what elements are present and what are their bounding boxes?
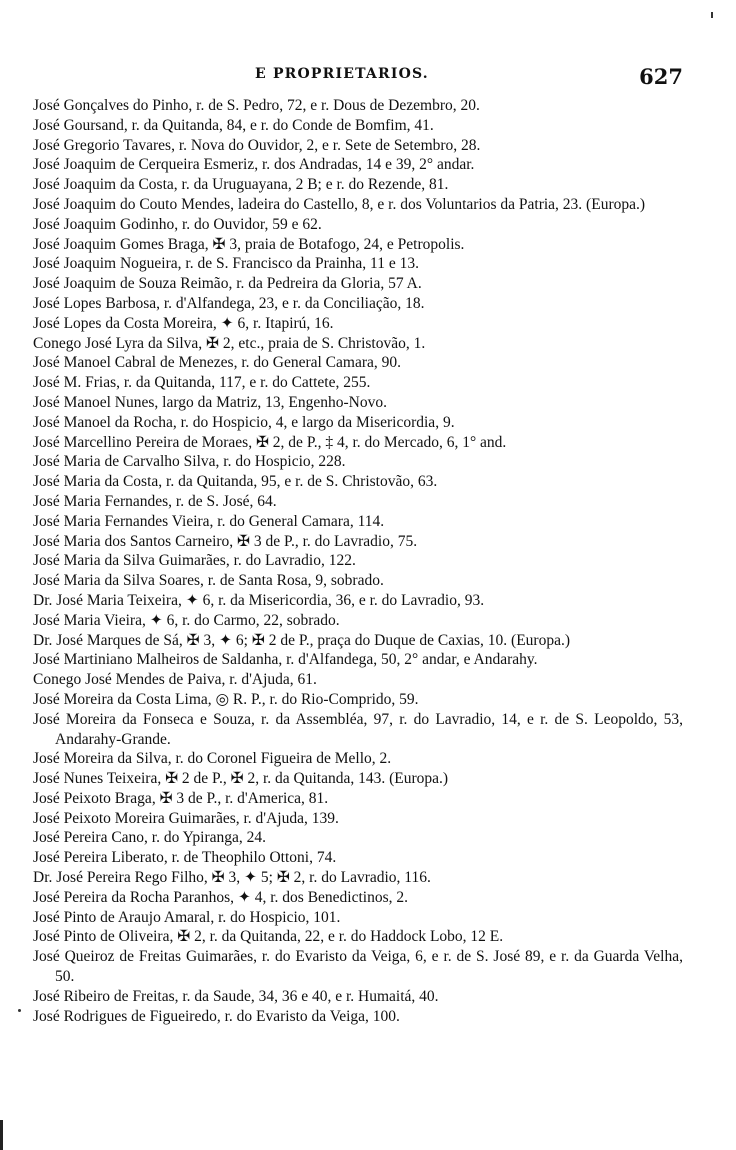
directory-entry: Dr. José Pereira Rego Filho, ✠ 3, ✦ 5; ✠ 2, r. do Lavradio, 116. xyxy=(33,869,431,887)
directory-entry: José Maria dos Santos Carneiro, ✠ 3 de P., r. do Lavradio, 75. xyxy=(33,532,418,550)
directory-entry: José Ribeiro de Freitas, r. da Saude, 34, 36 e 40, e r. Humaitá, 40. xyxy=(33,987,439,1005)
directory-entry: José Gregorio Tavares, r. Nova do Ouvidor, 2, e r. Sete de Setembro, 28. xyxy=(33,136,481,154)
directory-entry: José Maria Fernandes Vieira, r. do General Camara, 114. xyxy=(33,512,385,530)
directory-entry: José Moreira da Fonseca e Souza, r. da Assembléa, 97, r. do Lavradio, 14, e r. de S. Leopoldo, 53, Andarahy-Grande. xyxy=(33,710,683,748)
directory-entry: José Maria Fernandes, r. de S. José, 64. xyxy=(33,492,277,510)
directory-entry: José Joaquim de Souza Reimão, r. da Pedreira da Gloria, 57 A. xyxy=(33,275,422,293)
directory-entry: José Joaquim Gomes Braga, ✠ 3, praia de Botafogo, 24, e Petropolis. xyxy=(33,235,465,253)
directory-entry: José Manoel Cabral de Menezes, r. do General Camara, 90. xyxy=(33,354,401,372)
directory-entry: José Manoel Nunes, largo da Matriz, 13, Engenho-Novo. xyxy=(33,393,387,411)
directory-entry: José Rodrigues de Figueiredo, r. do Evaristo da Veiga, 100. xyxy=(33,1007,400,1025)
directory-entry: José Gonçalves do Pinho, r. de S. Pedro, 72, e r. Dous de Dezembro, 20. xyxy=(33,97,480,114)
directory-entry: José Maria da Silva Guimarães, r. do Lavradio, 122. xyxy=(33,552,356,570)
directory-entry: José M. Frias, r. da Quitanda, 117, e r. do Cattete, 255. xyxy=(33,374,371,392)
directory-entry: José Joaquim do Couto Mendes, ladeira do Castello, 8, e r. dos Voluntarios da Patria, 23. (Europa.) xyxy=(33,195,646,213)
directory-entry: José Maria da Silva Soares, r. de Santa Rosa, 9, sobrado. xyxy=(33,572,384,590)
page-header xyxy=(33,64,683,92)
directory-entry: José Joaquim da Costa, r. da Uruguayana, 2 B; e r. do Rezende, 81. xyxy=(33,176,449,194)
directory-entry: José Goursand, r. da Quitanda, 84, e r. do Conde de Bomfim, 41. xyxy=(33,116,434,134)
directory-entry: José Martiniano Malheiros de Saldanha, r. d'Alfandega, 50, 2° andar, e Andarahy. xyxy=(33,651,538,669)
directory-entry: José Peixoto Braga, ✠ 3 de P., r. d'America, 81. xyxy=(33,789,329,807)
ink-mark xyxy=(18,1009,21,1012)
directory-entry: José Lopes da Costa Moreira, ✦ 6, r. Itapirú, 16. xyxy=(33,314,334,332)
directory-entry: José Joaquim Godinho, r. do Ouvidor, 59 e 62. xyxy=(33,215,322,233)
directory-entry: Conego José Mendes de Paiva, r. d'Ajuda, 61. xyxy=(33,671,317,689)
directory-entry: José Peixoto Moreira Guimarães, r. d'Ajuda, 139. xyxy=(33,809,339,827)
directory-entry: José Lopes Barbosa, r. d'Alfandega, 23, e r. da Conciliação, 18. xyxy=(33,294,425,312)
directory-entry: José Marcellino Pereira de Moraes, ✠ 2, de P., ‡ 4, r. do Mercado, 6, 1° and. xyxy=(33,433,507,451)
ink-mark xyxy=(711,12,713,18)
directory-entry: José Maria de Carvalho Silva, r. do Hospicio, 228. xyxy=(33,453,346,471)
directory-entry: Conego José Lyra da Silva, ✠ 2, etc., praia de S. Christovão, 1. xyxy=(33,334,426,352)
directory-entry: José Maria Vieira, ✦ 6, r. do Carmo, 22, sobrado. xyxy=(33,611,340,629)
directory-entry: José Manoel da Rocha, r. do Hospicio, 4, e largo da Misericordia, 9. xyxy=(33,413,455,431)
directory-entry: José Queiroz de Freitas Guimarães, r. do Evaristo da Veiga, 6, e r. de S. José 89, e r. da Guarda Velha, 50. xyxy=(33,948,683,986)
directory-entry: José Nunes Teixeira, ✠ 2 de P., ✠ 2, r. da Quitanda, 143. (Europa.) xyxy=(33,770,449,788)
running-head: E PROPRIETARIOS. xyxy=(255,66,429,82)
page-number: 627 xyxy=(639,64,683,89)
directory-entry: José Pereira da Rocha Paranhos, ✦ 4, r. dos Benedictinos, 2. xyxy=(33,888,409,906)
directory-entry: José Pinto de Oliveira, ✠ 2, r. da Quitanda, 22, e r. do Haddock Lobo, 12 E. xyxy=(33,928,504,946)
page-edge-mark xyxy=(0,1120,3,1150)
directory-entry: José Moreira da Silva, r. do Coronel Figueira de Mello, 2. xyxy=(33,750,392,768)
directory-entry: José Joaquim Nogueira, r. de S. Francisco da Prainha, 11 e 13. xyxy=(33,255,419,273)
directory-entry: José Pereira Liberato, r. de Theophilo Ottoni, 74. xyxy=(33,849,337,867)
directory-entry: Dr. José Maria Teixeira, ✦ 6, r. da Misericordia, 36, e r. do Lavradio, 93. xyxy=(33,591,485,609)
directory-entry: José Moreira da Costa Lima, ◎ R. P., r. do Rio-Comprido, 59. xyxy=(33,690,419,708)
directory-entries xyxy=(33,96,683,1026)
directory-entry: José Pereira Cano, r. do Ypiranga, 24. xyxy=(33,829,267,847)
directory-entry: Dr. José Marques de Sá, ✠ 3, ✦ 6; ✠ 2 de P., praça do Duque de Caxias, 10. (Europa.) xyxy=(33,631,571,649)
directory-entry: José Pinto de Araujo Amaral, r. do Hospicio, 101. xyxy=(33,908,341,926)
directory-entry: José Maria da Costa, r. da Quitanda, 95, e r. de S. Christovão, 63. xyxy=(33,473,438,491)
directory-entry: José Joaquim de Cerqueira Esmeriz, r. dos Andradas, 14 e 39, 2° andar. xyxy=(33,156,475,174)
